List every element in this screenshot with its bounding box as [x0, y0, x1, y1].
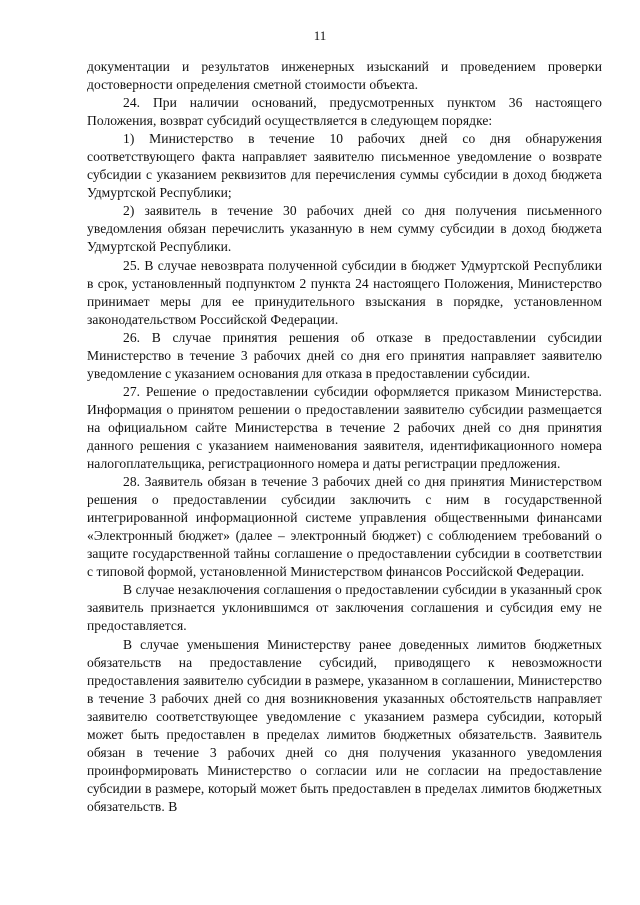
- document-body: [87, 58, 602, 816]
- paragraph-27: 27. Решение о предоставлении субсидии оформляется приказом Министерства. Информация о принятом решении о предоставлении заявителю субсидии размещается на официальном сайте Министерства в течение 2 рабочих дней со дня принятия данного решения с указанием наименования заявителя, идентификационного номера налогоплательщика, регистрационного номера и даты регистрации предложения.: [87, 383, 602, 472]
- paragraph-25: 25. В случае невозврата полученной субсидии в бюджет Удмуртской Республики в срок, установленный подпунктом 2 пункта 24 настоящего Положения, Министерство принимает меры для ее принудительного взыскания в порядке, установленном законодательством Российской Федерации.: [87, 257, 602, 327]
- paragraph-28-limits-reduction: В случае уменьшения Министерству ранее доведенных лимитов бюджетных обязательств на предоставление субсидий, приводящего к невозможности предоставления заявителю субсидии в размере, указанном в соглашении, Министерство в течение 3 рабочих дней со дня возникновения указанных обстоятельств направляет заявителю соответствующее уведомление с указанием размера субсидии, который может быть предоставлен в пределах лимитов бюджетных обязательств. Заявитель обязан в течение 3 рабочих дней со дня получения указанного уведомления проинформировать Министерство о согласии или не согласии на предоставление субсидии в размере, который может быть предоставлен в пределах лимитов бюджетных обязательств. В: [87, 636, 602, 814]
- paragraph-24: 24. При наличии оснований, предусмотренных пунктом 36 настоящего Положения, возврат субсидий осуществляется в следующем порядке:: [87, 95, 602, 129]
- paragraph-continuation: документации и результатов инженерных изысканий и проведением проверки достоверности определения сметной стоимости объекта.: [87, 59, 602, 93]
- paragraph-28: 28. Заявитель обязан в течение 3 рабочих дней со дня принятия Министерством решения о предоставлении субсидии заключить с ним в государственной интегрированной информационной системе управления общественными финансами «Электронный бюджет» (далее – электронный бюджет) с соблюдением требований о защите государственной тайны соглашение о предоставлении субсидии в соответствии с типовой формой, установленной Министерством финансов Российской Федерации.: [87, 474, 602, 580]
- paragraph-26: 26. В случае принятия решения об отказе в предоставлении субсидии Министерство в течение 3 рабочих дней со дня его принятия направляет заявителю уведомление с указанием основания для отказа в предоставлении субсидии.: [87, 329, 602, 381]
- paragraph-28-nonconclusion: В случае незаключения соглашения о предоставлении субсидии в указанный срок заявитель признается уклонившимся от заключения соглашения и субсидия ему не предоставляется.: [87, 582, 602, 634]
- page-number: 11: [313, 28, 327, 43]
- paragraph-24-item-1: 1) Министерство в течение 10 рабочих дней со дня обнаружения соответствующего факта направляет заявителю письменное уведомление о возврате субсидии с указанием реквизитов для перечисления суммы субсидии в доход бюджета Удмуртской Республики;: [87, 131, 602, 201]
- paragraph-24-item-2: 2) заявитель в течение 30 рабочих дней со дня получения письменного уведомления обязан перечислить указанную в нем сумму субсидии в доход бюджета Удмуртской Республики.: [87, 203, 602, 255]
